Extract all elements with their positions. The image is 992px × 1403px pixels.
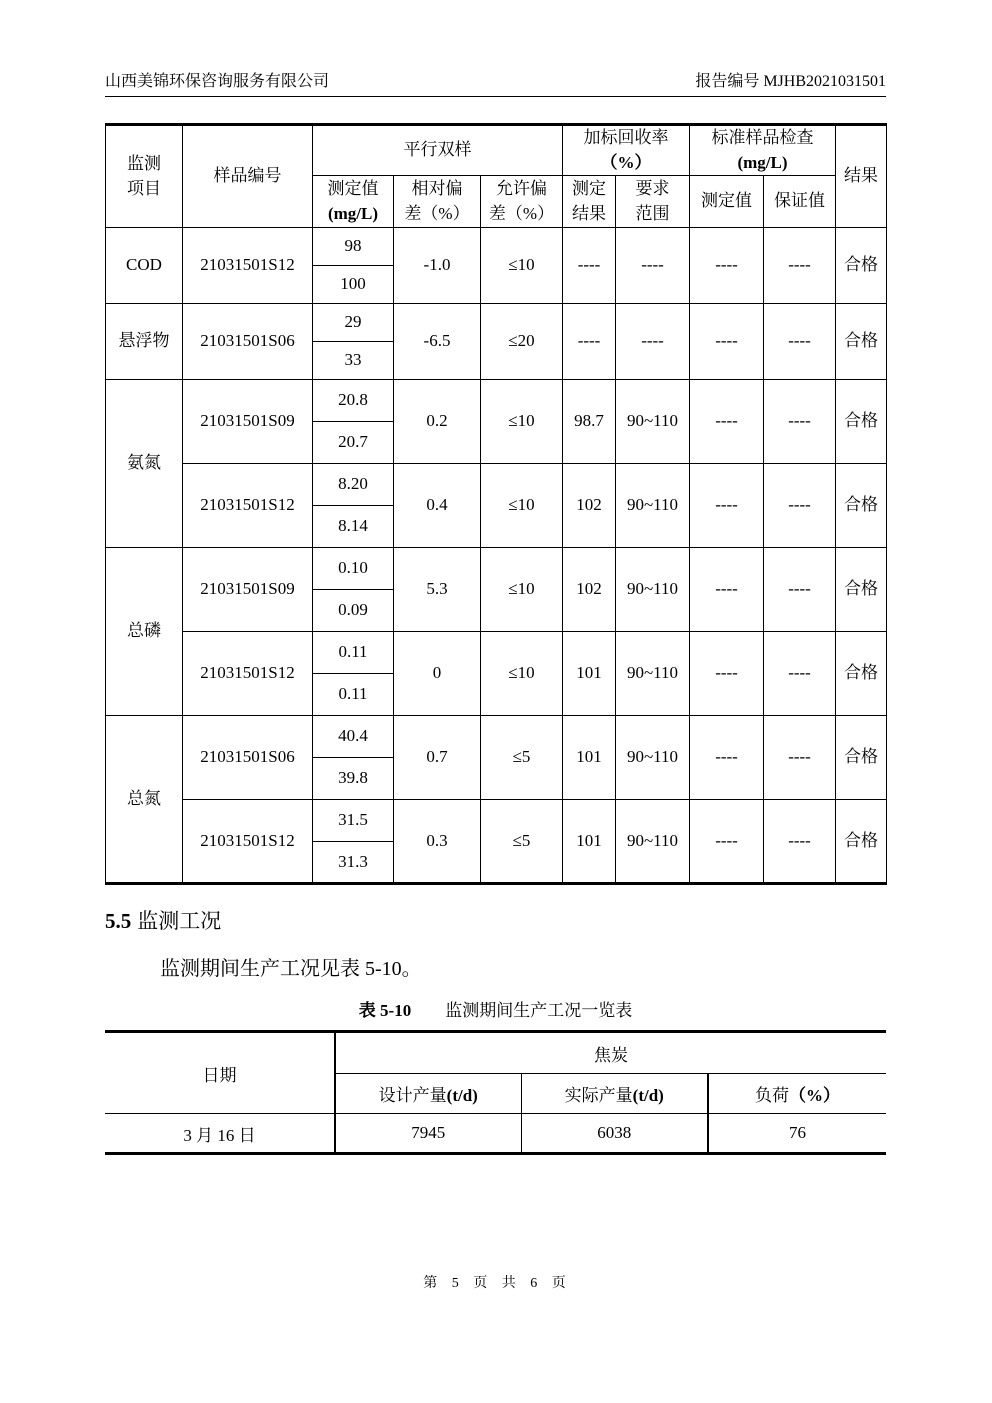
measured-value-2-cell: 39.8 (313, 758, 394, 800)
header-monitoring-item: 监测 项目 (106, 125, 183, 228)
spike-result-cell: 101 (563, 632, 616, 716)
header-date: 日期 (105, 1032, 335, 1114)
measured-value-1-cell: 98 (313, 228, 394, 266)
std-assured-cell: ---- (764, 716, 836, 800)
measured-value-1-cell: 8.20 (313, 464, 394, 506)
std-assured-cell: ---- (764, 800, 836, 884)
table-header-row (105, 1032, 886, 1074)
sample-id-cell: 21031501S12 (183, 464, 313, 548)
subheader-measured-value: 测定值 (mg/L) (313, 176, 394, 228)
allowed-deviation-cell: ≤10 (481, 548, 563, 632)
sample-id-cell: 21031501S09 (183, 548, 313, 632)
measured-value-1-cell: 20.8 (313, 380, 394, 422)
measured-value-1-cell: 29 (313, 304, 394, 342)
std-assured-cell: ---- (764, 548, 836, 632)
result-cell: 合格 (836, 228, 887, 304)
std-measured-cell: ---- (690, 380, 764, 464)
result-cell: 合格 (836, 304, 887, 380)
sample-id-cell: 21031501S12 (183, 632, 313, 716)
relative-deviation-cell: -6.5 (394, 304, 481, 380)
relative-deviation-cell: 5.3 (394, 548, 481, 632)
measured-value-2-cell: 0.09 (313, 590, 394, 632)
subheader-design-output: 设计产量(t/d) (335, 1074, 521, 1114)
subheader-allowed-deviation: 允许偏 差（%） (481, 176, 563, 228)
measured-value-1-cell: 40.4 (313, 716, 394, 758)
actual-output-cell: 6038 (521, 1114, 708, 1154)
page-footer: 第 5 页 共 6 页 (423, 1276, 569, 1291)
header-standard-sample-check: 标准样品检查 (mg/L) (690, 125, 836, 176)
analyte-cell: 悬浮物 (106, 304, 183, 380)
sample-id-cell: 21031501S06 (183, 304, 313, 380)
spike-range-cell: ---- (616, 304, 690, 380)
table-row (106, 548, 887, 590)
table-row (106, 800, 887, 842)
table-row (105, 1114, 886, 1154)
spike-range-cell: 90~110 (616, 380, 690, 464)
measured-value-2-cell: 20.7 (313, 422, 394, 464)
result-cell: 合格 (836, 632, 887, 716)
relative-deviation-cell: 0.4 (394, 464, 481, 548)
subheader-relative-deviation: 相对偏 差（%） (394, 176, 481, 228)
spike-result-cell: 101 (563, 800, 616, 884)
table-row (106, 304, 887, 342)
analyte-cell: COD (106, 228, 183, 304)
spike-result-cell: ---- (563, 304, 616, 380)
subheader-std-assured: 保证值 (764, 176, 836, 228)
allowed-deviation-cell: ≤10 (481, 464, 563, 548)
company-name: 山西美锦环保咨询服务有限公司 (105, 73, 330, 90)
std-measured-cell: ---- (690, 800, 764, 884)
design-output-cell: 7945 (335, 1114, 521, 1154)
relative-deviation-cell: 0.7 (394, 716, 481, 800)
subheader-actual-output: 实际产量(t/d) (521, 1074, 708, 1114)
table-row (106, 632, 887, 674)
spike-result-cell: 102 (563, 548, 616, 632)
analyte-cell: 氨氮 (106, 380, 183, 548)
result-cell: 合格 (836, 380, 887, 464)
section-number: 5.5 (105, 909, 132, 934)
relative-deviation-cell: 0.2 (394, 380, 481, 464)
section-heading (105, 905, 886, 935)
std-assured-cell: ---- (764, 304, 836, 380)
measured-value-2-cell: 8.14 (313, 506, 394, 548)
spike-result-cell: 98.7 (563, 380, 616, 464)
analyte-cell: 总磷 (106, 548, 183, 716)
table-header-row (106, 125, 887, 176)
subheader-std-measured: 测定值 (690, 176, 764, 228)
table-row (106, 380, 887, 422)
qa-qc-table (105, 123, 887, 885)
sample-id-cell: 21031501S06 (183, 716, 313, 800)
table-row (106, 464, 887, 506)
std-assured-cell: ---- (764, 228, 836, 304)
table-row (106, 716, 887, 758)
table-caption (105, 996, 886, 1021)
std-assured-cell: ---- (764, 632, 836, 716)
spike-range-cell: ---- (616, 228, 690, 304)
measured-value-2-cell: 31.3 (313, 842, 394, 884)
measured-value-1-cell: 0.10 (313, 548, 394, 590)
date-cell: 3 月 16 日 (105, 1114, 335, 1154)
relative-deviation-cell: 0.3 (394, 800, 481, 884)
table-caption-label: 表 5-10 (358, 1001, 412, 1021)
std-assured-cell: ---- (764, 380, 836, 464)
table-caption-title: 监测期间生产工况一览表 (445, 1001, 633, 1021)
sample-id-cell: 21031501S12 (183, 228, 313, 304)
header-result: 结果 (836, 125, 887, 228)
result-cell: 合格 (836, 464, 887, 548)
spike-result-cell: 101 (563, 716, 616, 800)
measured-value-1-cell: 31.5 (313, 800, 394, 842)
allowed-deviation-cell: ≤10 (481, 632, 563, 716)
spike-result-cell: ---- (563, 228, 616, 304)
result-cell: 合格 (836, 716, 887, 800)
page-header (105, 0, 886, 97)
allowed-deviation-cell: ≤10 (481, 380, 563, 464)
spike-range-cell: 90~110 (616, 716, 690, 800)
measured-value-2-cell: 33 (313, 342, 394, 380)
sample-id-cell: 21031501S09 (183, 380, 313, 464)
table-row (106, 228, 887, 266)
allowed-deviation-cell: ≤5 (481, 800, 563, 884)
allowed-deviation-cell: ≤10 (481, 228, 563, 304)
analyte-cell: 总氮 (106, 716, 183, 884)
relative-deviation-cell: -1.0 (394, 228, 481, 304)
subheader-load: 负荷（%） (708, 1074, 886, 1114)
header-spike-recovery: 加标回收率 （%） (563, 125, 690, 176)
allowed-deviation-cell: ≤20 (481, 304, 563, 380)
spike-range-cell: 90~110 (616, 800, 690, 884)
header-parallel-duplicates: 平行双样 (313, 125, 563, 176)
sample-id-cell: 21031501S12 (183, 800, 313, 884)
load-cell: 76 (708, 1114, 886, 1154)
std-measured-cell: ---- (690, 716, 764, 800)
spike-range-cell: 90~110 (616, 632, 690, 716)
report-number: 报告编号 MJHB2021031501 (695, 73, 886, 90)
header-sample-id: 样品编号 (183, 125, 313, 228)
subheader-required-range: 要求 范围 (616, 176, 690, 228)
production-table (105, 1030, 886, 1155)
std-measured-cell: ---- (690, 548, 764, 632)
measured-value-2-cell: 100 (313, 266, 394, 304)
spike-result-cell: 102 (563, 464, 616, 548)
header-product-coke: 焦炭 (335, 1032, 886, 1074)
spike-range-cell: 90~110 (616, 548, 690, 632)
measured-value-2-cell: 0.11 (313, 674, 394, 716)
result-cell: 合格 (836, 800, 887, 884)
page-content (105, 0, 886, 1155)
std-measured-cell: ---- (690, 304, 764, 380)
body-paragraph: 监测期间生产工况见表 5-10。 (160, 958, 422, 981)
measured-value-1-cell: 0.11 (313, 632, 394, 674)
std-assured-cell: ---- (764, 464, 836, 548)
subheader-spike-result: 测定 结果 (563, 176, 616, 228)
spike-range-cell: 90~110 (616, 464, 690, 548)
section-title: 监测工况 (137, 909, 222, 934)
result-cell: 合格 (836, 548, 887, 632)
relative-deviation-cell: 0 (394, 632, 481, 716)
std-measured-cell: ---- (690, 464, 764, 548)
std-measured-cell: ---- (690, 228, 764, 304)
allowed-deviation-cell: ≤5 (481, 716, 563, 800)
std-measured-cell: ---- (690, 632, 764, 716)
